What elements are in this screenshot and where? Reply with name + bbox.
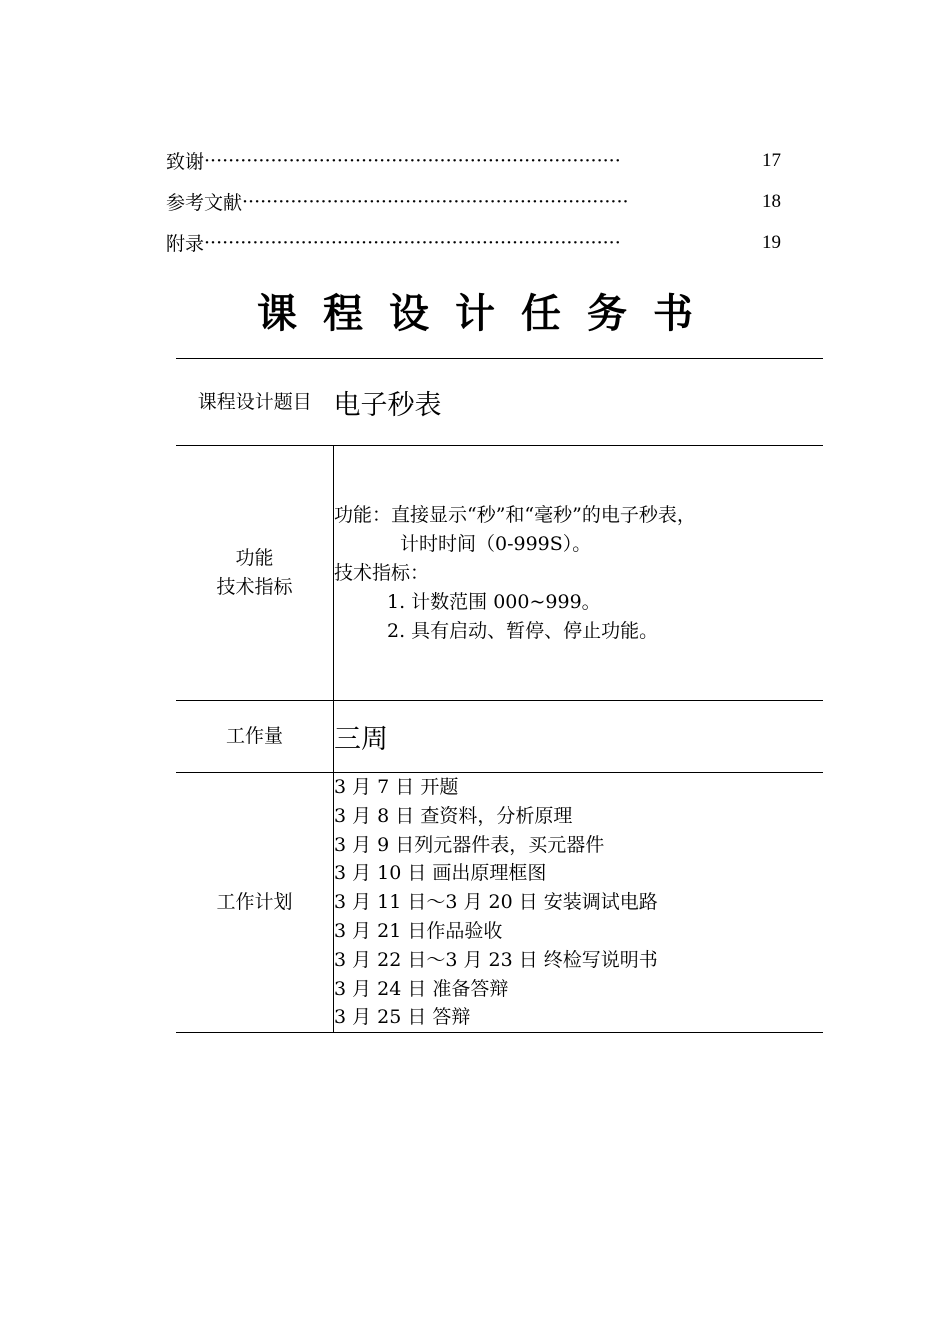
toc-dot-leader: ····································································· <box>204 149 621 172</box>
table-of-contents <box>166 140 786 263</box>
task-row-plan <box>176 773 823 1033</box>
toc-page-number: 18 <box>762 190 781 212</box>
spec-label-line: 功能 <box>235 547 274 569</box>
plan-item: 3 月 22 日～3 月 23 日 终检写说明书 <box>334 948 658 971</box>
plan-item: 3 月 25 日 答辩 <box>334 1006 471 1029</box>
toc-entry-title: 致谢 <box>166 151 205 173</box>
toc-entry-title: 附录 <box>166 233 205 255</box>
plan-item: 3 月 8 日 查资料，分析原理 <box>334 804 573 827</box>
toc-entry-appendix[interactable] <box>166 222 786 263</box>
toc-entry-references[interactable] <box>166 181 786 222</box>
task-row-title <box>176 359 823 446</box>
workload-label: 工作量 <box>225 725 283 747</box>
plan-item: 3 月 11 日～3 月 20 日 安装调试电路 <box>334 891 658 914</box>
spec-line: 技术指标： <box>334 561 430 584</box>
task-table <box>176 358 823 1033</box>
spec-label <box>176 446 334 701</box>
plan-item: 3 月 7 日 开题 <box>334 776 459 798</box>
toc-dot-leader: ····································································· <box>204 231 621 254</box>
toc-entry-title: 参考文献 <box>166 192 243 214</box>
plan-item: 3 月 9 日列元器件表，买元器件 <box>334 833 605 856</box>
plan-item: 3 月 24 日 准备答辩 <box>334 977 509 1000</box>
toc-dot-leader: ································································ <box>242 190 629 213</box>
plan-label: 工作计划 <box>216 891 293 914</box>
plan-list <box>334 773 824 1033</box>
plan-item: 3 月 10 日 画出原理框图 <box>334 862 547 885</box>
toc-page-number: 17 <box>762 149 781 171</box>
title-label: 课程设计题目 <box>197 390 312 413</box>
task-row-spec <box>176 446 823 701</box>
spec-line: 2. 具有启动、暂停、停止功能。 <box>387 619 659 642</box>
spec-label-line: 技术指标 <box>216 576 293 598</box>
spec-line: 计时时间（0-999S）。 <box>400 532 592 555</box>
spec-content <box>334 446 824 701</box>
toc-page-number: 19 <box>762 231 781 253</box>
workload-value: 三周 <box>334 701 824 773</box>
plan-item: 3 月 21 日作品验收 <box>334 919 503 942</box>
task-row-workload <box>176 701 823 773</box>
toc-entry-acknowledgements[interactable] <box>166 140 786 181</box>
spec-line: 1. 计数范围 000~999。 <box>387 590 601 613</box>
page-heading: 课程设计任务书 <box>257 291 719 337</box>
spec-line: 功能：直接显示“秒”和“毫秒”的电子秒表， <box>334 503 696 526</box>
title-value: 电子秒表 <box>333 389 442 421</box>
